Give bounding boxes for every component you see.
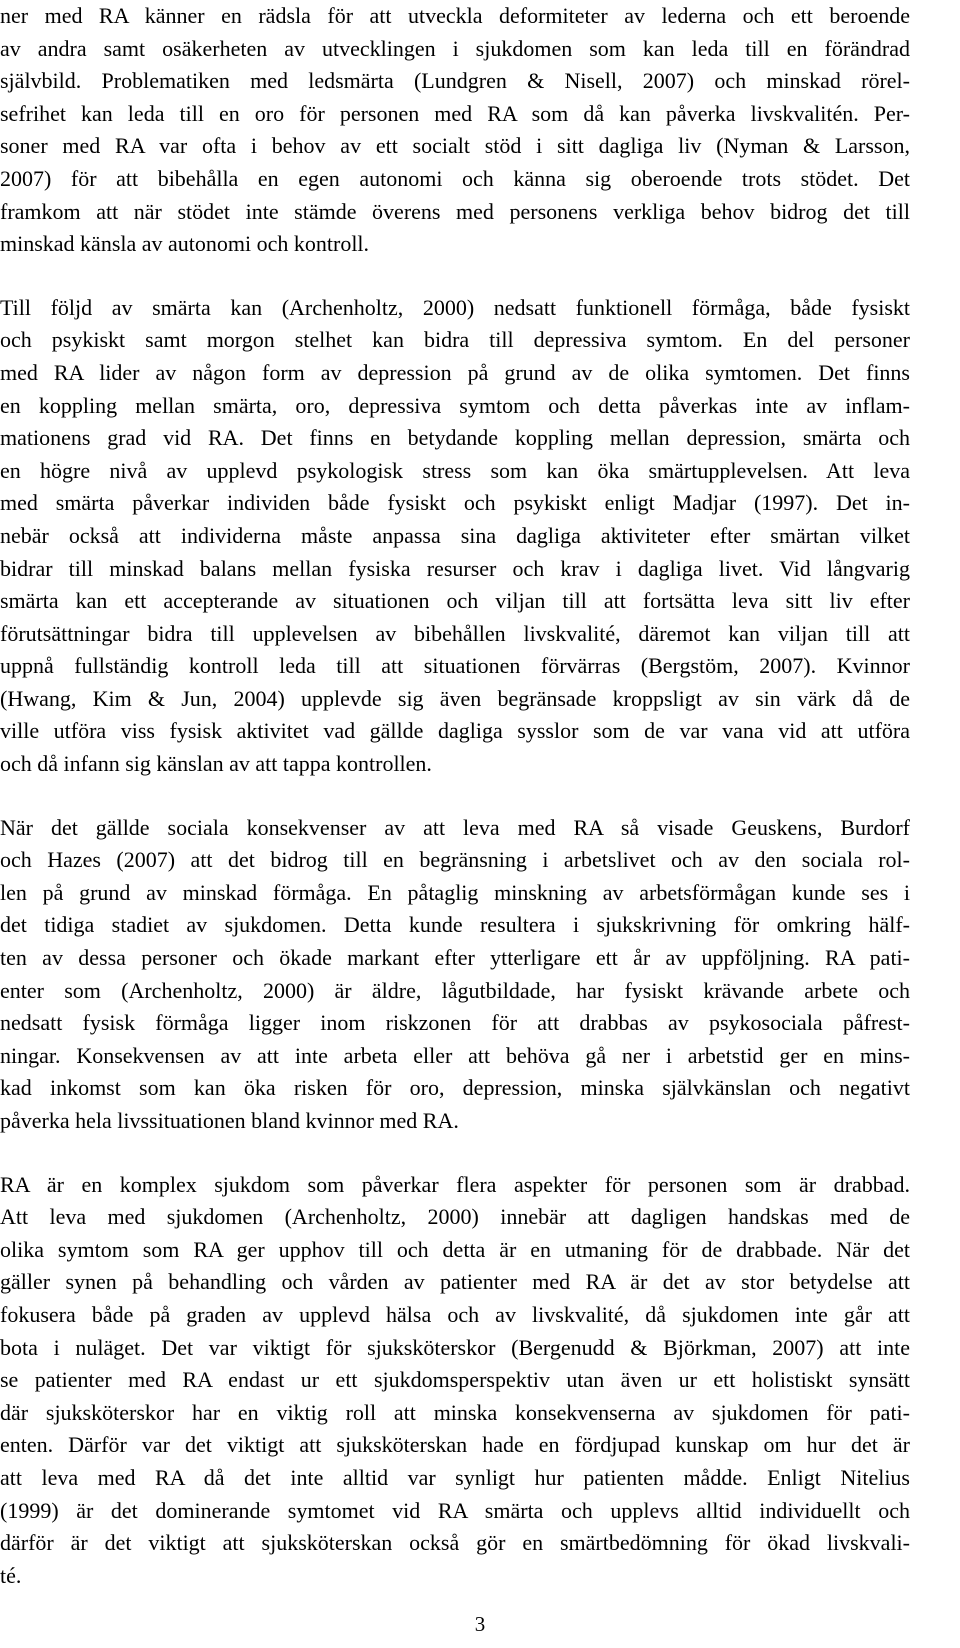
text-line: mationens grad vid RA. Det finns en betydande koppling mellan depression, smärta och bbox=[0, 425, 910, 451]
text-line: bidrar till minskad balans mellan fysiska resurser och krav i dagliga livet. Vid långvarig bbox=[0, 555, 910, 581]
text-line: minskad känsla av autonomi och kontroll. bbox=[0, 231, 370, 257]
text-line: När det gällde sociala konsekvenser av att leva med RA så visade Geuskens, Burdorf bbox=[0, 814, 910, 840]
text-line: uppnå fullständig kontroll leda till att situationen förvärras (Bergstöm, 2007). Kvinnor bbox=[0, 653, 910, 679]
page-number: 3 bbox=[474, 1612, 486, 1636]
text-line: len på grund av minskad förmåga. En påtaglig minskning av arbetsförmågan kunde ses i bbox=[0, 879, 910, 905]
text-line: ningar. Konsekvensen av att inte arbeta eller att behöva gå ner i arbetstid ger en mins- bbox=[0, 1042, 910, 1068]
text-line: kad inkomst som kan öka risken för oro, depression, minska självkänslan och negativt bbox=[0, 1075, 910, 1101]
text-line: ten av dessa personer och ökade markant efter ytterligare ett år av uppföljning. RA pati- bbox=[0, 945, 910, 971]
text-line: enter som (Archenholtz, 2000) är äldre, lågutbildade, har fysiskt krävande arbete och bbox=[0, 977, 910, 1003]
text-line: där sjuksköterskor har en viktig roll att minska konsekvenserna av sjukdomen för pati- bbox=[0, 1399, 910, 1425]
text-line: (1999) är det dominerande symtomet vid RA smärta och upplevs alltid individuellt och bbox=[0, 1497, 910, 1523]
text-line: enten. Därför var det viktigt att sjuksköterskan hade en fördjupad kunskap om hur det är bbox=[0, 1432, 910, 1458]
text-line: påverka hela livssituationen bland kvinnor med RA. bbox=[0, 1108, 459, 1133]
text-line: en koppling mellan smärta, oro, depressiva symtom och detta påverkas inte av inflam- bbox=[0, 392, 910, 418]
text-line: förutsättningar bidra till upplevelsen av bibehållen livskvalité, däremot kan viljan till att bbox=[0, 620, 910, 646]
text-line: och Hazes (2007) att det bidrog till en begränsning i arbetslivet och av den sociala rol- bbox=[0, 847, 910, 873]
text-line: gäller synen på behandling och vården av patienter med RA är det av stor betydelse att bbox=[0, 1269, 910, 1295]
text-line: bota i nuläget. Det var viktigt för sjuksköterskor (Bergenudd & Björkman, 2007) att inte bbox=[0, 1334, 910, 1360]
text-line: av andra samt osäkerheten av utvecklingen i sjukdomen som kan leda till en förändrad bbox=[0, 35, 910, 61]
text-line: ville utföra viss fysisk aktivitet vad gällde dagliga sysslor som de var vana vid att utföra bbox=[0, 718, 910, 744]
text-line: en högre nivå av upplevd psykologisk stress som kan öka smärtupplevelsen. Att leva bbox=[0, 457, 910, 483]
text-line: olika symtom som RA ger upphov till och detta är en utmaning för de drabbade. När det bbox=[0, 1236, 910, 1262]
text-line: Till följd av smärta kan (Archenholtz, 2000) nedsatt funktionell förmåga, både fysiskt bbox=[0, 294, 910, 320]
text-line: och då infann sig känslan av att tappa kontrollen. bbox=[0, 751, 432, 777]
text-line: med smärta påverkar individen både fysiskt och psykiskt enligt Madjar (1997). Det in- bbox=[0, 490, 910, 516]
text-line: och psykiskt samt morgon stelhet kan bidra till depressiva symtom. En del personer bbox=[0, 327, 910, 353]
paragraph-ra-fears-autonomy bbox=[0, 0, 910, 261]
text-line: se patienter med RA endast ur ett sjukdomsperspektiv utan även ur ett holistiskt synsätt bbox=[0, 1367, 910, 1393]
text-line: smärta kan ett accepterande av situationen och viljan till att fortsätta leva sitt liv efter bbox=[0, 588, 910, 614]
text-line: därför är det viktigt att sjuksköterskan också gör en smärtbedömning för ökad livskvali- bbox=[0, 1530, 910, 1556]
text-line: (Hwang, Kim & Jun, 2004) upplevde sig även begränsade kroppsligt av sin värk då de bbox=[0, 685, 910, 711]
paragraph-pain-depression bbox=[0, 292, 910, 781]
text-line: té. bbox=[0, 1562, 22, 1588]
text-line: framkom att när stödet inte stämde överens med personens verkliga behov bidrog det till bbox=[0, 198, 910, 224]
paragraph-complex-disease-nursing bbox=[0, 1169, 910, 1593]
text-line: RA är en komplex sjukdom som påverkar flera aspekter för personen som är drabbad. bbox=[0, 1171, 910, 1197]
text-line: Att leva med sjukdomen (Archenholtz, 2000) innebär att dagligen handskas med de bbox=[0, 1204, 910, 1230]
text-line: med RA lider av någon form av depression på grund av de olika symtomen. Det finns bbox=[0, 359, 910, 385]
text-line: det tidiga stadiet av sjukdomen. Detta kunde resultera i sjukskrivning för omkring hälf- bbox=[0, 912, 910, 938]
text-line: nebär också att individerna måste anpassa sina dagliga aktiviteter efter smärtan vilket bbox=[0, 522, 910, 548]
text-line: fokusera både på graden av upplevd hälsa och av livskvalité, då sjukdomen inte går att bbox=[0, 1301, 910, 1327]
text-line: sefrihet kan leda till en oro för personen med RA som då kan påverka livskvalitén. Per- bbox=[0, 100, 910, 126]
text-line: att leva med RA då det inte alltid var synligt hur patienten mådde. Enligt Nitelius bbox=[0, 1464, 910, 1490]
text-line: självbild. Problematiken med ledsmärta (Lundgren & Nisell, 2007) och minskad rörel- bbox=[0, 68, 910, 94]
text-line: nedsatt fysisk förmåga ligger inom riskzonen för att drabbas av psykosociala påfrest- bbox=[0, 1010, 910, 1036]
text-line: ner med RA känner en rädsla för att utveckla deformiteter av lederna och ett beroende bbox=[0, 3, 910, 28]
text-line: soner med RA var ofta i behov av ett socialt stöd i sitt dagliga liv (Nyman & Larsson, bbox=[0, 133, 910, 159]
paragraph-social-consequences bbox=[0, 812, 910, 1138]
text-line: 2007) för att bibehålla en egen autonomi och känna sig oberoende trots stödet. Det bbox=[0, 165, 910, 191]
